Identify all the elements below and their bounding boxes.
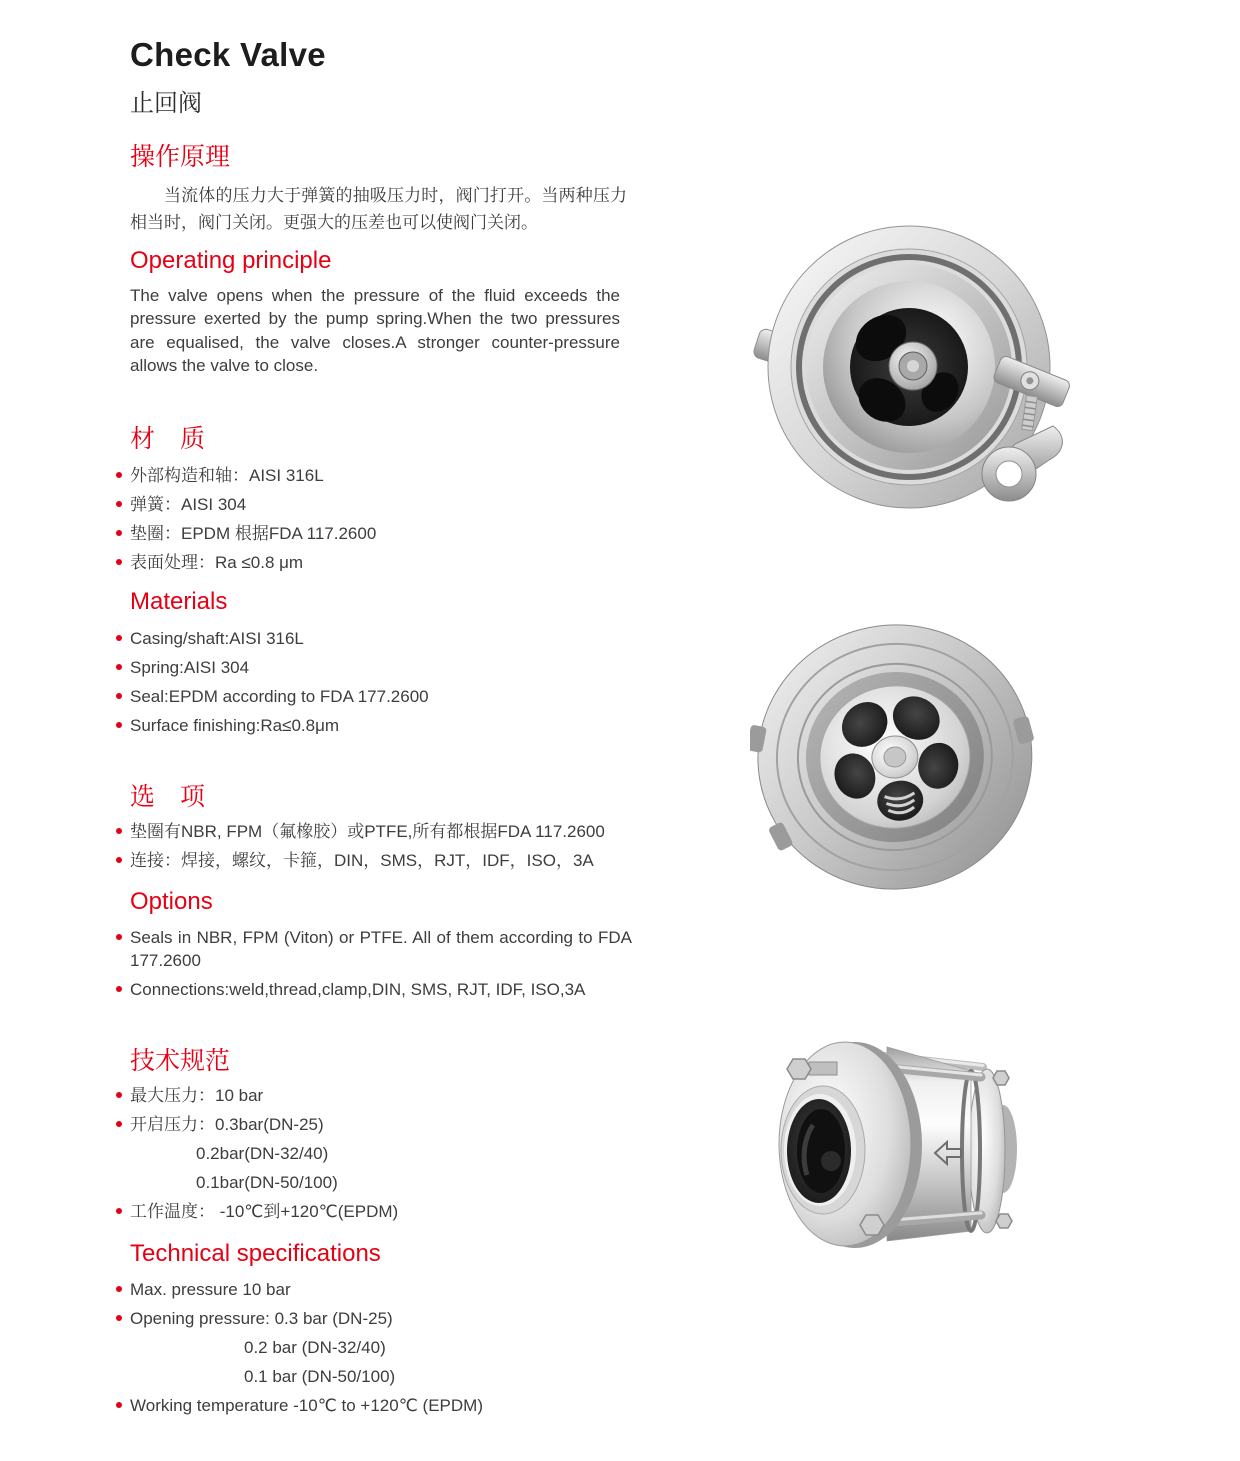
- paragraph-operating-principle-en: The valve opens when the pressure of the fluid exceeds the pressure exerted by the pump spring.When the two pressures are equalised, the valve closes.A stronger counter-pressure allows the valve to close.: [130, 285, 620, 376]
- materials-en-list: [130, 627, 635, 737]
- inline-check-valve-illustration: [775, 1033, 1020, 1258]
- outlet-flange: [969, 1069, 1005, 1233]
- list-item: 工作温度： -10℃到+120℃(EPDM): [130, 1200, 635, 1223]
- list-subitem: 0.1bar(DN-50/100): [196, 1173, 338, 1192]
- section-options-en: [130, 888, 635, 1007]
- heading-options-en: Options: [130, 888, 213, 915]
- materials-cn-list: [130, 464, 635, 574]
- technical-specs-en-list: [130, 1278, 635, 1417]
- heading-operating-principle-cn: 操作原理: [130, 143, 231, 171]
- product-photo-clamp-check-valve: [743, 220, 1073, 520]
- page-title: Check Valve: [130, 36, 326, 73]
- section-materials-en: [130, 588, 635, 743]
- paragraph-operating-principle-cn: 当流体的压力大于弹簧的抽吸压力时，阀门打开。当两种压力相当时，阀门关闭。更强大的压差也可以使阀门关闭。: [130, 186, 627, 232]
- list-item: Seals in NBR, FPM (Viton) or PTFE. All of them according to FDA 177.2600: [130, 927, 632, 970]
- heading-technical-specs-en: Technical specifications: [130, 1240, 381, 1267]
- heading-options-cn: 选 项: [130, 783, 206, 811]
- section-operating-principle-cn: [130, 142, 635, 236]
- options-cn-list: [130, 820, 635, 872]
- section-technical-specs-cn: [130, 1046, 635, 1229]
- list-item: Surface finishing:Ra≤0.8μm: [130, 714, 635, 737]
- list-subitem: 0.1 bar (DN-50/100): [244, 1366, 396, 1386]
- list-subitem: 0.2bar(DN-32/40): [196, 1144, 329, 1163]
- heading-technical-specs-cn: 技术规范: [130, 1047, 231, 1075]
- section-technical-specs-en: [130, 1240, 635, 1423]
- technical-specs-cn-list: [130, 1084, 635, 1223]
- list-item: Connections:weld,thread,clamp,DIN, SMS, RJT, IDF, ISO,3A: [130, 978, 635, 1001]
- list-item: 连接：焊接，螺纹，卡箍，DIN，SMS，RJT，IDF，ISO，3A: [130, 849, 635, 872]
- list-item: Seal:EPDM according to FDA 177.2600: [130, 685, 635, 708]
- clamp-check-valve-illustration: [743, 220, 1073, 520]
- list-item: 弹簧：AISI 304: [130, 493, 635, 516]
- section-options-cn: [130, 782, 635, 878]
- list-item: 开启压力：0.3bar(DN-25): [130, 1113, 635, 1136]
- list-subitem: 0.2 bar (DN-32/40): [244, 1337, 386, 1357]
- list-item: Casing/shaft:AISI 316L: [130, 627, 635, 650]
- list-item: 垫圈有NBR, FPM（氟橡胶）或PTFE,所有都根据FDA 117.2600: [130, 820, 635, 843]
- section-operating-principle-en: [130, 247, 635, 378]
- heading-materials-en: Materials: [130, 588, 228, 615]
- page-header: [130, 36, 635, 118]
- list-item: Opening pressure: 0.3 bar (DN-25): [130, 1307, 635, 1330]
- heading-operating-principle-en: Operating principle: [130, 247, 332, 274]
- product-photo-inline-check-valve: [775, 1033, 1020, 1258]
- list-item: Spring:AISI 304: [130, 656, 635, 679]
- heading-materials-cn: 材 质: [130, 425, 206, 453]
- list-item: Max. pressure 10 bar: [130, 1278, 635, 1301]
- product-photo-valve-disc: [750, 613, 1040, 903]
- list-item: 外部构造和轴：AISI 316L: [130, 464, 635, 487]
- list-item: 最大压力：10 bar: [130, 1084, 635, 1107]
- list-item: 垫圈：EPDM 根据FDA 117.2600: [130, 522, 635, 545]
- list-item: Working temperature -10℃ to +120℃ (EPDM): [130, 1394, 635, 1417]
- page-subtitle-cn: 止回阀: [130, 90, 202, 117]
- list-item: 表面处理：Ra ≤0.8 μm: [130, 551, 635, 574]
- options-en-list: [130, 926, 635, 1001]
- section-materials-cn: [130, 424, 635, 580]
- valve-disc-illustration: [750, 613, 1040, 903]
